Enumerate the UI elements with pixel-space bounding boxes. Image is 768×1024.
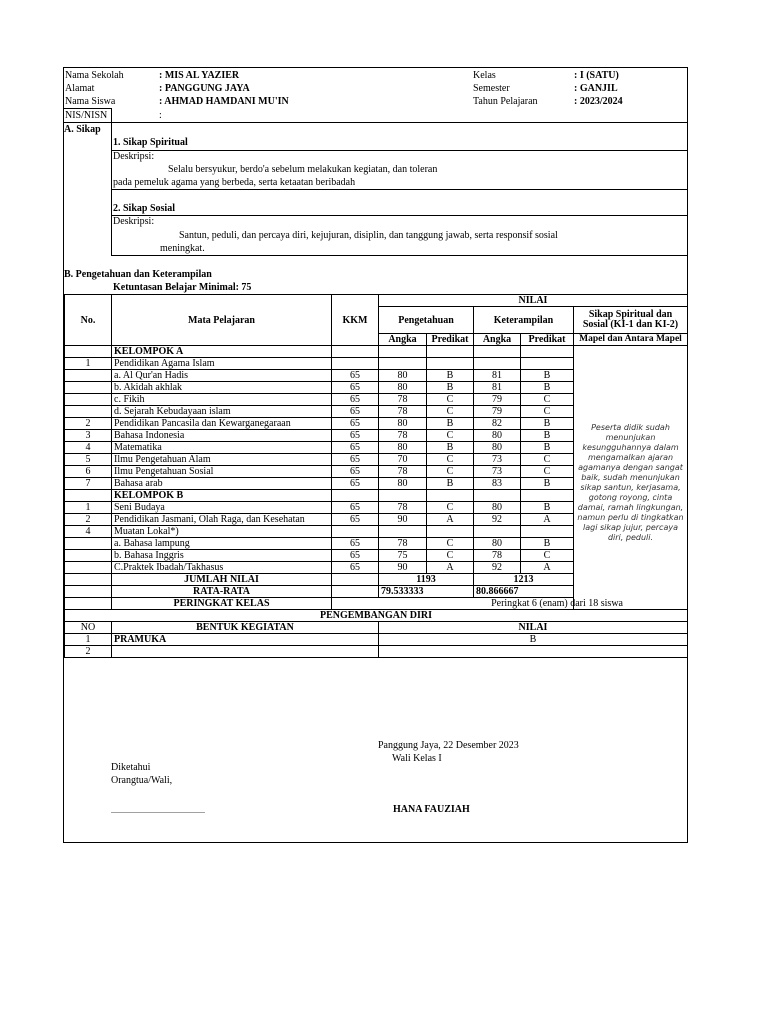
pd-no: 2 — [65, 646, 112, 658]
skill-score: 92 — [474, 514, 521, 526]
skill-predicate: C — [521, 454, 574, 466]
pengembangan-row — [65, 634, 688, 646]
skill-predicate: A — [521, 562, 574, 574]
knowledge-score: 78 — [379, 430, 427, 442]
empty-cell — [332, 586, 379, 598]
average-skill: 80.866667 — [474, 586, 574, 598]
attitude-description: Peserta didik sudah menunjukan kesungguhannya dalam mengamalkan ajaran agamanya dengan sangat baik, sudah menunjukan sikap santun, kerjasama, gotong royong, cinta damai, ramah lingkungan, namun perlu di tingkatkan lagi sikap jujur, percaya diri, peduli. — [574, 358, 688, 610]
row-no: 1 — [65, 502, 112, 514]
kkm-cell: 65 — [332, 418, 379, 430]
row-no: 4 — [65, 442, 112, 454]
report-card-sheet — [63, 67, 688, 843]
col-mapel-antara-header: Mapel dan Antara Mapel — [574, 334, 688, 346]
pengembangan-title-row — [65, 610, 688, 622]
spiritual-desc-label: Deskripsi: — [113, 151, 155, 162]
school-year-label: Tahun Pelajaran — [473, 96, 538, 107]
teacher-name: HANA FAUZIAH — [393, 804, 470, 815]
knowledge-predicate: B — [427, 382, 474, 394]
section-a-title: A. Sikap — [64, 124, 101, 135]
empty-cell — [332, 574, 379, 586]
row-no — [65, 394, 112, 406]
knowledge-predicate — [427, 526, 474, 538]
kkm-cell: 65 — [332, 550, 379, 562]
address-label: Alamat — [65, 83, 95, 94]
skill-score — [474, 346, 521, 358]
kkm-cell: 65 — [332, 502, 379, 514]
pengembangan-row — [65, 646, 688, 658]
subject-name: c. Fikih — [112, 394, 332, 406]
knowledge-score: 78 — [379, 466, 427, 478]
knowledge-score: 90 — [379, 562, 427, 574]
pd-col-nilai: NILAI — [379, 622, 688, 634]
pengembangan-title: PENGEMBANGAN DIRI — [65, 610, 688, 622]
subject-name: Muatan Lokal*) — [112, 526, 332, 538]
skill-score: 80 — [474, 502, 521, 514]
knowledge-predicate: C — [427, 538, 474, 550]
col-keterampilan-header: Keterampilan — [474, 307, 574, 334]
signature-footer — [64, 688, 687, 842]
kkm-cell: 65 — [332, 562, 379, 574]
knowledge-score — [379, 358, 427, 370]
skill-score: 73 — [474, 454, 521, 466]
social-title: 2. Sikap Sosial — [113, 203, 175, 214]
knowledge-score: 80 — [379, 382, 427, 394]
pd-nilai — [379, 646, 688, 658]
subject-name: Pendidikan Pancasila dan Kewarganegaraan — [112, 418, 332, 430]
kkm-cell — [332, 358, 379, 370]
skill-predicate: B — [521, 370, 574, 382]
row-no: 2 — [65, 514, 112, 526]
row-no — [65, 538, 112, 550]
col-angka-header: Angka — [379, 334, 427, 346]
divider — [111, 255, 687, 256]
nis-label: NIS/NISN — [65, 110, 108, 121]
skill-score: 79 — [474, 394, 521, 406]
subject-name: Matematika — [112, 442, 332, 454]
knowledge-score — [379, 526, 427, 538]
row-no: 4 — [65, 526, 112, 538]
header-row — [64, 82, 687, 95]
knowledge-predicate: A — [427, 514, 474, 526]
skill-score — [474, 526, 521, 538]
divider — [64, 108, 112, 109]
semester-label: Semester — [473, 83, 510, 94]
school-year-value: : 2023/2024 — [574, 96, 623, 107]
rank-label: PERINGKAT KELAS — [112, 598, 332, 610]
kkm-cell: 65 — [332, 442, 379, 454]
kkm-cell: 65 — [332, 406, 379, 418]
row-no — [65, 346, 112, 358]
header-row — [64, 109, 687, 122]
subject-name: d. Sejarah Kebudayaan islam — [112, 406, 332, 418]
spiritual-description-box — [111, 150, 687, 190]
skill-predicate — [521, 346, 574, 358]
kkm-cell: 65 — [332, 478, 379, 490]
skill-score: 79 — [474, 406, 521, 418]
skill-score: 78 — [474, 550, 521, 562]
wali-kelas-label: Wali Kelas I — [392, 753, 442, 764]
col-sikap-header: Sikap Spiritual dan Sosial (KI-1 dan KI-2) — [574, 307, 688, 334]
skill-predicate: C — [521, 406, 574, 418]
skill-score: 81 — [474, 370, 521, 382]
knowledge-predicate: C — [427, 466, 474, 478]
kkm-cell: 65 — [332, 382, 379, 394]
skill-predicate: B — [521, 430, 574, 442]
knowledge-score — [379, 490, 427, 502]
knowledge-score: 90 — [379, 514, 427, 526]
skill-score — [474, 490, 521, 502]
skill-predicate: B — [521, 502, 574, 514]
knowledge-predicate — [427, 490, 474, 502]
row-no: 6 — [65, 466, 112, 478]
knowledge-predicate — [427, 358, 474, 370]
kkm-cell: 65 — [332, 430, 379, 442]
spiritual-title: 1. Sikap Spiritual — [113, 137, 188, 148]
kkm-cell — [332, 526, 379, 538]
knowledge-score: 80 — [379, 370, 427, 382]
school-name-value: : MIS AL YAZIER — [159, 70, 240, 81]
rank-row — [65, 598, 688, 610]
pd-kegiatan — [112, 646, 379, 658]
row-no: 3 — [65, 430, 112, 442]
col-no-header: No. — [65, 295, 112, 346]
skill-predicate — [521, 358, 574, 370]
group-label: KELOMPOK A — [112, 346, 332, 358]
knowledge-predicate: A — [427, 562, 474, 574]
knowledge-score — [379, 346, 427, 358]
kkm-cell: 65 — [332, 466, 379, 478]
empty-cell — [65, 598, 112, 610]
skill-predicate: B — [521, 538, 574, 550]
row-no — [65, 490, 112, 502]
grades-table — [64, 294, 688, 658]
pd-nilai: B — [379, 634, 688, 646]
kkm-cell: 65 — [332, 394, 379, 406]
skill-score: 80 — [474, 430, 521, 442]
col-predikat-header: Predikat — [427, 334, 474, 346]
total-knowledge: 1193 — [379, 574, 474, 586]
group-row — [65, 346, 688, 358]
subject-name: C.Praktek Ibadah/Takhasus — [112, 562, 332, 574]
skill-predicate: B — [521, 418, 574, 430]
skill-predicate: B — [521, 478, 574, 490]
kkm-cell — [332, 346, 379, 358]
subject-name: a. Bahasa lampung — [112, 538, 332, 550]
kkm-cell: 65 — [332, 454, 379, 466]
semester-value: : GANJIL — [574, 83, 618, 94]
social-desc-label: Deskripsi: — [113, 216, 155, 227]
knowledge-predicate: B — [427, 442, 474, 454]
col-pengetahuan-header: Pengetahuan — [379, 307, 474, 334]
skill-score: 73 — [474, 466, 521, 478]
nis-value: : — [159, 110, 162, 121]
divider — [64, 122, 687, 123]
pd-col-no: NO — [65, 622, 112, 634]
pd-kegiatan: PRAMUKA — [112, 634, 379, 646]
parent-signature-line: ............................................... — [111, 806, 205, 815]
average-label: RATA-RATA — [112, 586, 332, 598]
knowledge-score: 78 — [379, 538, 427, 550]
spiritual-desc-line1: Selalu bersyukur, berdo'a sebelum melakukan kegiatan, dan toleran — [168, 164, 438, 175]
knowledge-score: 78 — [379, 406, 427, 418]
empty-cell — [65, 574, 112, 586]
empty-cell — [65, 586, 112, 598]
subject-name: Seni Budaya — [112, 502, 332, 514]
subject-name: Ilmu Pengetahuan Alam — [112, 454, 332, 466]
subject-name: Pendidikan Jasmani, Olah Raga, dan Kesehatan — [112, 514, 332, 526]
skill-predicate: C — [521, 466, 574, 478]
col-nilai-header: NILAI — [379, 295, 688, 307]
sikap-spacer — [574, 346, 688, 358]
school-name-label: Nama Sekolah — [65, 70, 124, 81]
knowledge-predicate: C — [427, 454, 474, 466]
social-description-box — [111, 215, 687, 256]
section-b-title: B. Pengetahuan dan Keterampilan — [64, 269, 212, 280]
kkm-label: Ketuntasan Belajar Minimal: 75 — [113, 282, 252, 293]
address-value: : PANGGUNG JAYA — [159, 83, 250, 94]
pd-no: 1 — [65, 634, 112, 646]
col-predikat-header: Predikat — [521, 334, 574, 346]
subject-name: b. Akidah akhlak — [112, 382, 332, 394]
col-mapel-header: Mata Pelajaran — [112, 295, 332, 346]
subject-name: a. Al Qur'an Hadis — [112, 370, 332, 382]
subject-name: Bahasa arab — [112, 478, 332, 490]
header-row — [64, 69, 687, 82]
knowledge-score: 78 — [379, 394, 427, 406]
skill-score — [474, 358, 521, 370]
knowledge-predicate — [427, 346, 474, 358]
pengembangan-header-row — [65, 622, 688, 634]
student-name-value: : AHMAD HAMDANI MU'IN — [159, 96, 289, 107]
place-date: Panggung Jaya, 22 Desember 2023 — [378, 740, 519, 751]
knowledge-predicate: B — [427, 370, 474, 382]
skill-score: 80 — [474, 538, 521, 550]
kkm-cell — [332, 490, 379, 502]
group-label: KELOMPOK B — [112, 490, 332, 502]
class-value: : I (SATU) — [574, 70, 619, 81]
social-desc-line2: meningkat. — [160, 243, 205, 254]
table-header-row — [65, 295, 688, 307]
knowledge-predicate: C — [427, 550, 474, 562]
row-no — [65, 382, 112, 394]
skill-predicate: B — [521, 442, 574, 454]
knowledge-score: 80 — [379, 418, 427, 430]
knowledge-score: 75 — [379, 550, 427, 562]
divider — [111, 108, 112, 122]
social-desc-line1: Santun, peduli, dan percaya diri, kejujuran, disiplin, dan tanggung jawab, serta responsif sosial — [179, 230, 558, 241]
row-no — [65, 562, 112, 574]
knowledge-predicate: B — [427, 418, 474, 430]
divider — [111, 189, 687, 190]
subject-name: Pendidikan Agama Islam — [112, 358, 332, 370]
skill-score: 81 — [474, 382, 521, 394]
kkm-cell: 65 — [332, 370, 379, 382]
total-skill: 1213 — [474, 574, 574, 586]
skill-predicate: A — [521, 514, 574, 526]
orangtua-label: Orangtua/Wali, — [111, 775, 173, 786]
subject-name: Ilmu Pengetahuan Sosial — [112, 466, 332, 478]
row-no — [65, 550, 112, 562]
knowledge-score: 78 — [379, 502, 427, 514]
row-no — [65, 370, 112, 382]
row-no: 1 — [65, 358, 112, 370]
skill-score: 83 — [474, 478, 521, 490]
kkm-cell: 65 — [332, 514, 379, 526]
knowledge-predicate: C — [427, 406, 474, 418]
total-label: JUMLAH NILAI — [112, 574, 332, 586]
skill-predicate — [521, 526, 574, 538]
skill-score: 92 — [474, 562, 521, 574]
row-no: 2 — [65, 418, 112, 430]
row-no — [65, 406, 112, 418]
knowledge-score: 70 — [379, 454, 427, 466]
average-knowledge: 79.533333 — [379, 586, 474, 598]
diketahui-label: Diketahui — [111, 762, 151, 773]
col-angka-header: Angka — [474, 334, 521, 346]
subject-name: Bahasa Indonesia — [112, 430, 332, 442]
class-label: Kelas — [473, 70, 496, 81]
knowledge-predicate: B — [427, 478, 474, 490]
knowledge-score: 80 — [379, 478, 427, 490]
skill-predicate: C — [521, 394, 574, 406]
knowledge-predicate: C — [427, 502, 474, 514]
skill-score: 82 — [474, 418, 521, 430]
subject-name: b. Bahasa Inggris — [112, 550, 332, 562]
student-name-label: Nama Siswa — [65, 96, 116, 107]
subject-row — [65, 358, 688, 370]
skill-predicate — [521, 490, 574, 502]
rank-value: Peringkat 6 (enam) dari 18 siswa — [332, 598, 688, 610]
spiritual-desc-line2: pada pemeluk agama yang berbeda, serta ketaatan beribadah — [113, 177, 356, 188]
row-no: 5 — [65, 454, 112, 466]
knowledge-predicate: C — [427, 430, 474, 442]
knowledge-score: 80 — [379, 442, 427, 454]
col-kkm-header: KKM — [332, 295, 379, 346]
knowledge-predicate: C — [427, 394, 474, 406]
row-no: 7 — [65, 478, 112, 490]
pd-col-kegiatan: BENTUK KEGIATAN — [112, 622, 379, 634]
skill-predicate: B — [521, 382, 574, 394]
header-row — [64, 95, 687, 108]
skill-score: 80 — [474, 442, 521, 454]
student-identity-header — [64, 68, 687, 123]
kkm-cell: 65 — [332, 538, 379, 550]
skill-predicate: C — [521, 550, 574, 562]
